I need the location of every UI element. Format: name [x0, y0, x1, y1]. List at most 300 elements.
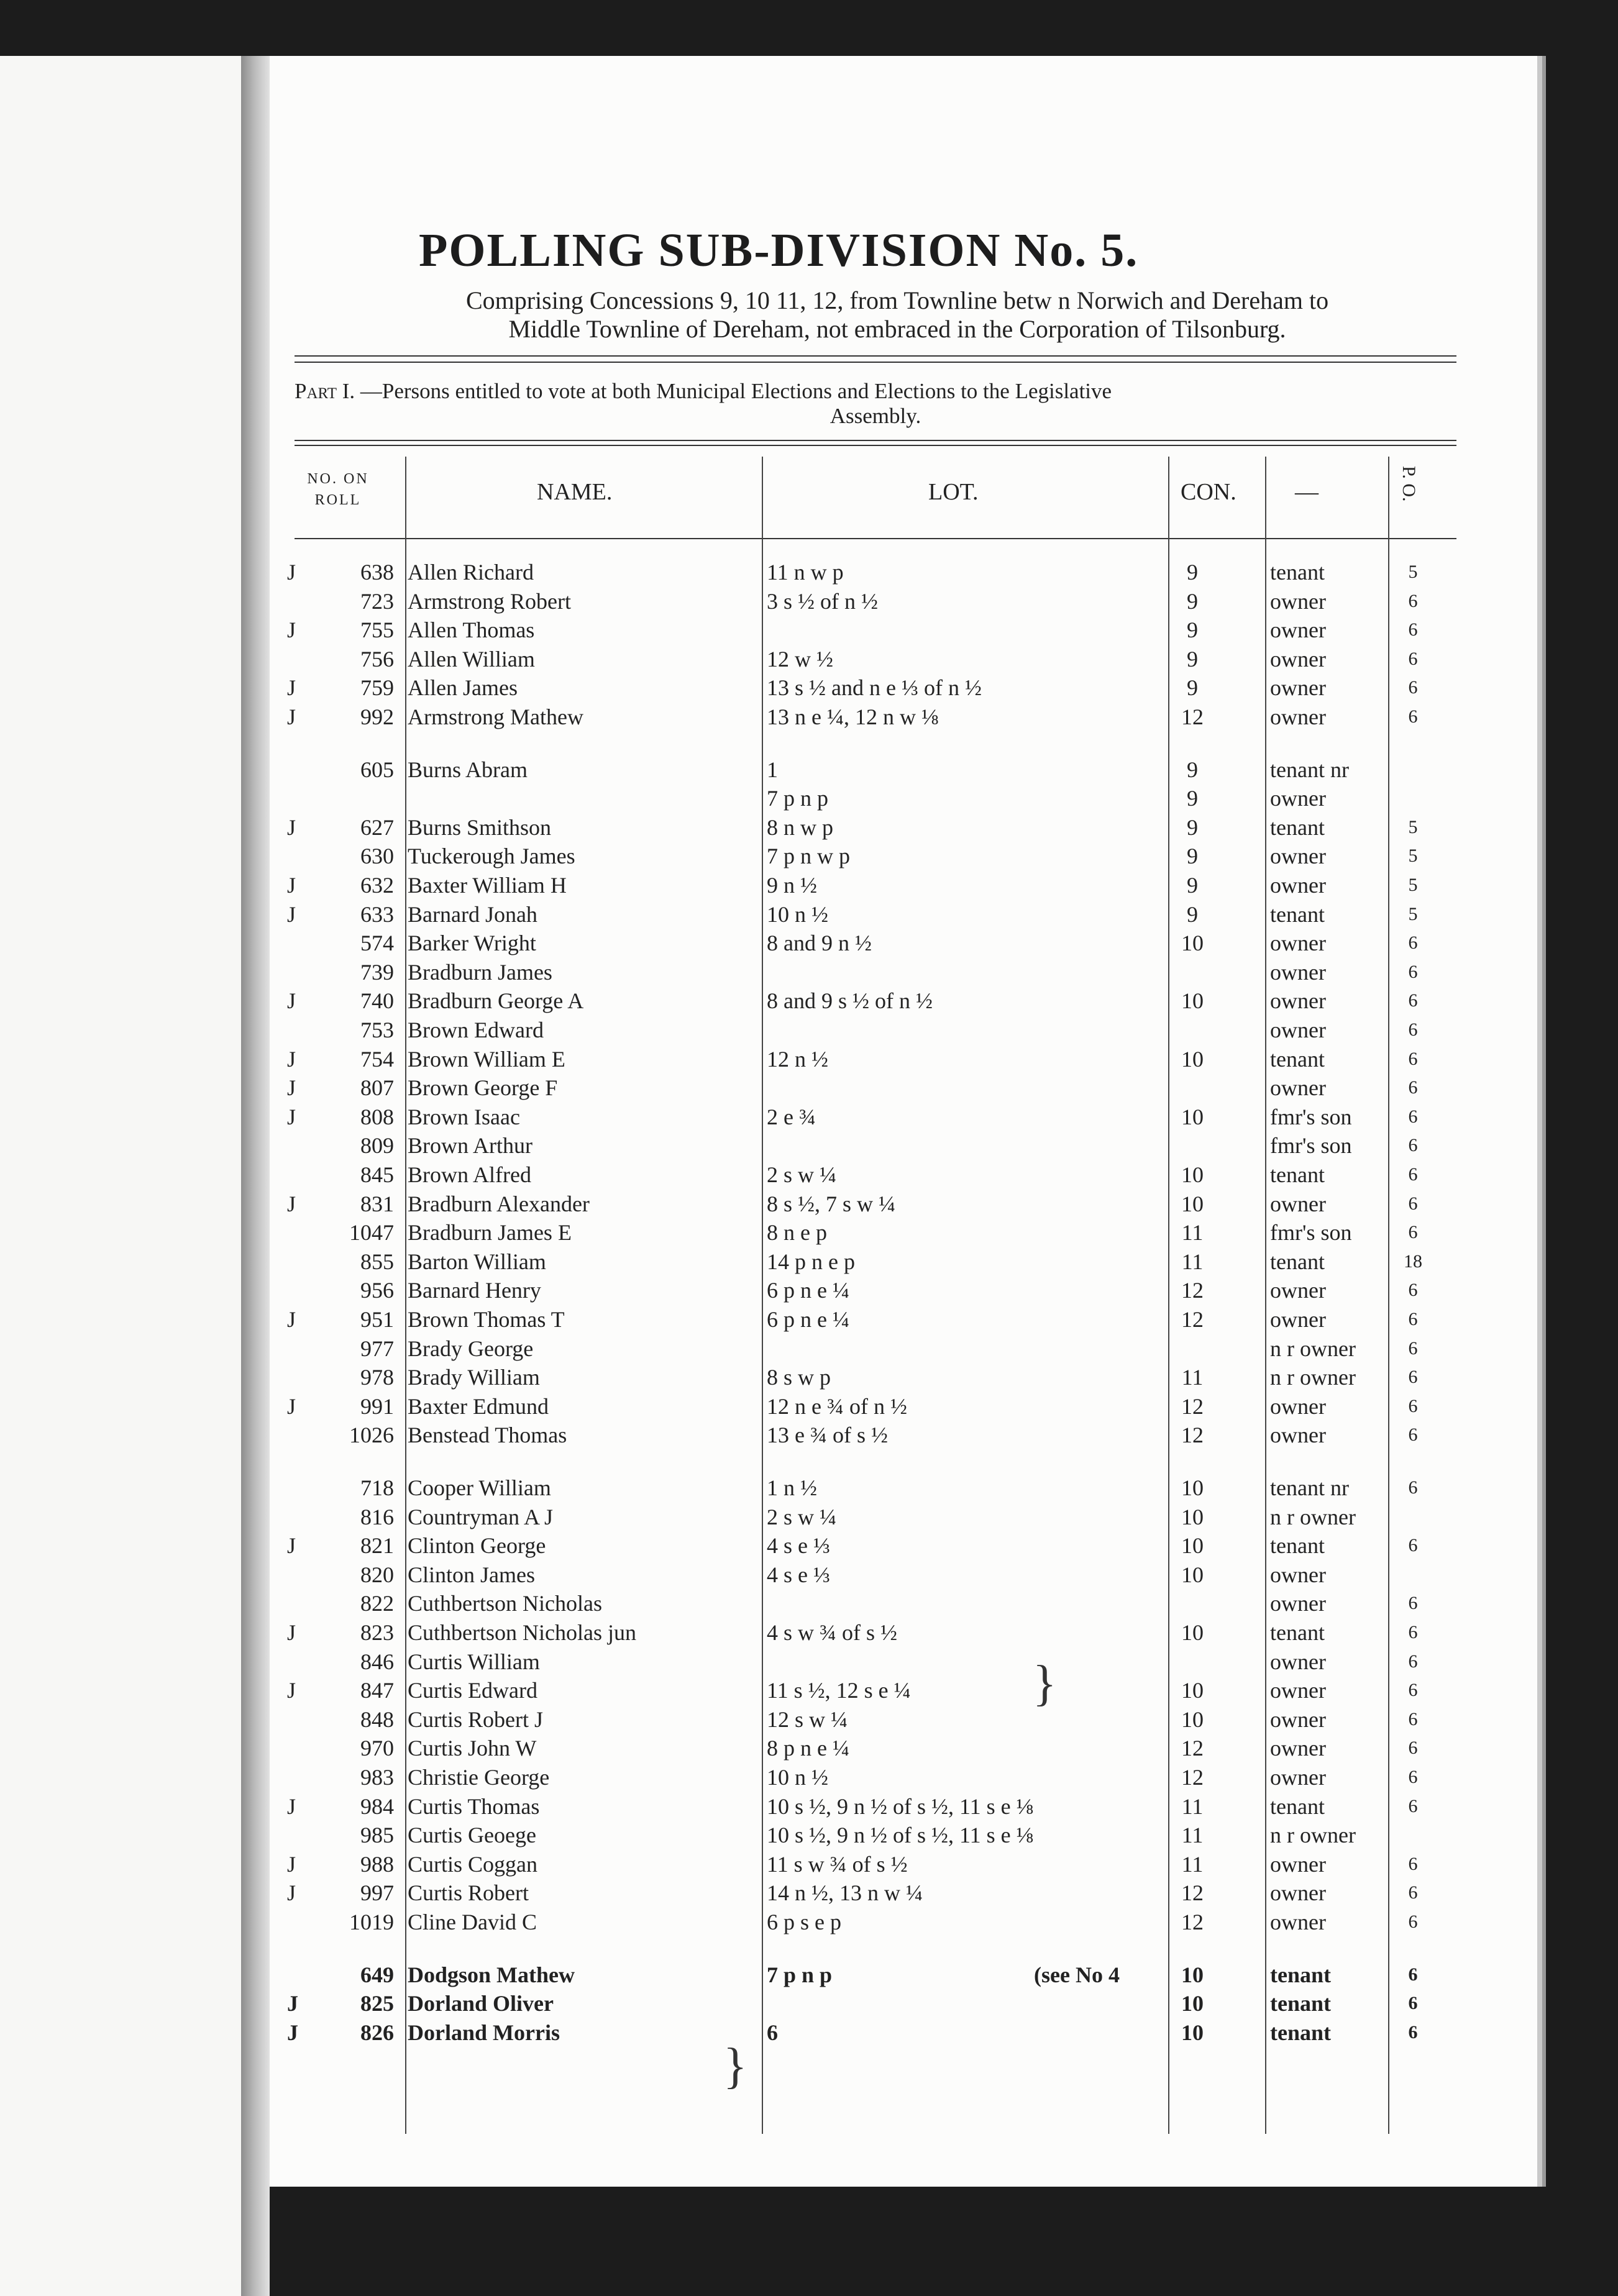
roll-mark: J: [287, 988, 296, 1014]
concession: 11: [1181, 1851, 1204, 1877]
voter-name: Burns Abram: [408, 757, 528, 782]
table-row: [270, 587, 1525, 616]
roll-number: 991: [360, 1393, 394, 1419]
col-header-no-on-roll-1: NO. ON: [307, 471, 369, 487]
voter-name: Dodgson Mathew: [408, 1962, 575, 1987]
tenure-status: owner: [1270, 1278, 1326, 1303]
roll-number: 825: [360, 1991, 394, 2016]
table-row: [270, 1908, 1525, 1936]
roll-mark: J: [287, 1880, 296, 1906]
tenure-status: fmr's son: [1270, 1104, 1352, 1129]
lot-description: 6: [767, 2020, 778, 2045]
post-office: 6: [1408, 1911, 1418, 1932]
tenure-status: n r owner: [1270, 1823, 1356, 1848]
roll-mark: J: [287, 1991, 298, 2016]
tenure-status: fmr's son: [1270, 1133, 1352, 1159]
lot-description: 14 p n e p: [767, 1249, 855, 1274]
lot-description: 6 p s e p: [767, 1910, 841, 1934]
rule-mid: [295, 440, 1456, 441]
lot-description: 12 s w ¼: [767, 1706, 848, 1732]
book-spine: [241, 56, 270, 2296]
post-office: 6: [1408, 1395, 1418, 1416]
left-facing-page: [0, 56, 241, 2296]
lot-description: 8 p n e ¼: [767, 1736, 849, 1761]
post-office: 6: [1408, 648, 1418, 669]
post-office: 6: [1408, 590, 1418, 611]
roll-number: 988: [360, 1851, 394, 1877]
table-row: [270, 755, 1525, 784]
post-office: 6: [1408, 1767, 1418, 1787]
concession: 10: [1181, 1991, 1204, 2016]
lot-description: 8 and 9 s ½ of n ½: [767, 988, 933, 1014]
table-row: [270, 1045, 1525, 1073]
concession: 10: [1181, 931, 1204, 956]
table-row: [270, 645, 1525, 673]
subtitle-line-1: Comprising Concessions 9, 10 11, 12, from Townline betw n Norwich and Dereham to: [465, 286, 1329, 314]
post-office: 6: [1408, 677, 1418, 698]
roll-mark: J: [287, 1046, 296, 1072]
table-row: [270, 900, 1525, 929]
roll-mark: J: [287, 560, 296, 585]
voter-name: Brown Arthur: [408, 1133, 532, 1159]
lot-description: 4 s e ⅓: [767, 1533, 830, 1559]
table-row: [270, 1531, 1525, 1560]
lot-description: 12 w ½: [767, 646, 833, 672]
roll-number: 951: [360, 1307, 394, 1332]
roll-mark: J: [287, 1851, 296, 1877]
concession: 10: [1181, 1706, 1204, 1732]
table-row: [270, 1160, 1525, 1189]
roll-number: 992: [360, 704, 394, 729]
concession: 10: [1181, 1678, 1204, 1703]
voter-name: Allen William: [408, 646, 535, 672]
voter-name: Cuthbertson Nicholas: [408, 1591, 602, 1616]
tenure-status: owner: [1270, 1765, 1326, 1790]
table-row: [270, 1850, 1525, 1879]
roll-number: 633: [360, 901, 394, 927]
concession: 12: [1181, 1910, 1204, 1934]
tenure-status: tenant: [1270, 814, 1325, 840]
tenure-status: owner: [1270, 617, 1326, 643]
lot-description: 13 e ¾ of s ½: [767, 1423, 888, 1448]
post-office: 6: [1408, 1222, 1418, 1243]
table-row: [270, 2018, 1525, 2047]
lot-description: 3 s ½ of n ½: [767, 588, 878, 614]
concession: 11: [1181, 1365, 1204, 1390]
voter-name: Curtis Thomas: [408, 1793, 540, 1819]
post-office: 6: [1408, 2021, 1418, 2043]
post-office: 6: [1408, 961, 1418, 982]
roll-number: 997: [360, 1880, 394, 1906]
post-office: 6: [1408, 1708, 1418, 1729]
table-row: [270, 1961, 1525, 1989]
post-office: 6: [1408, 1077, 1418, 1098]
roll-number: 718: [360, 1475, 394, 1500]
table-row: [270, 1218, 1525, 1247]
roll-number: 739: [360, 959, 394, 985]
lot-description: 8 and 9 n ½: [767, 931, 872, 956]
post-office: 6: [1408, 1477, 1418, 1498]
roll-number: 627: [360, 814, 394, 840]
roll-mark: J: [287, 704, 296, 729]
roll-number: 754: [360, 1046, 394, 1072]
roll-mark: J: [287, 901, 296, 927]
voter-name: Allen Thomas: [408, 617, 535, 643]
lot-description: 8 n e p: [767, 1220, 827, 1246]
post-office: 6: [1408, 1164, 1418, 1185]
voter-name: Allen James: [408, 675, 518, 701]
table-row: [270, 1247, 1525, 1276]
concession: 12: [1181, 1307, 1204, 1332]
roll-number: 823: [360, 1620, 394, 1645]
rule-top: [295, 355, 1456, 357]
roll-number: 847: [360, 1678, 394, 1703]
lot-description: 11 s w ¾ of s ½: [767, 1851, 908, 1877]
tenure-status: owner: [1270, 1706, 1326, 1732]
table-row: [270, 1073, 1525, 1102]
tenure-status: owner: [1270, 1678, 1326, 1703]
post-office: 6: [1408, 1680, 1418, 1701]
tenure-status: tenant: [1270, 1991, 1331, 2016]
tenure-status: owner: [1270, 1393, 1326, 1419]
post-office: 6: [1408, 1795, 1418, 1816]
voter-name: Baxter William H: [408, 873, 567, 898]
col-header-lot: LOT.: [928, 479, 979, 505]
post-office: 6: [1408, 1964, 1418, 1985]
concession: 10: [1181, 1504, 1204, 1529]
voter-name: Barker Wright: [408, 931, 536, 956]
rule-header: [295, 538, 1456, 539]
voter-name: Barnard Henry: [408, 1278, 541, 1303]
roll-number: 605: [360, 757, 394, 782]
roll-number: 723: [360, 588, 394, 614]
concession: 12: [1181, 1393, 1204, 1419]
voter-name: Tuckerough James: [408, 844, 575, 869]
post-office: 6: [1408, 1337, 1418, 1359]
voter-name: Brown Alfred: [408, 1162, 531, 1187]
voter-name: Cline David C: [408, 1910, 537, 1934]
subtitle-line-2: Middle Townline of Dereham, not embraced in the Corporation of Tilsonburg.: [508, 315, 1286, 343]
post-office: 6: [1408, 990, 1418, 1011]
roll-number: 1026: [349, 1423, 394, 1448]
roll-number: 848: [360, 1706, 394, 1732]
voter-name: Allen Richard: [408, 560, 534, 585]
tenure-status: owner: [1270, 588, 1326, 614]
voter-name: Curtis Robert J: [408, 1706, 544, 1732]
roll-mark: J: [287, 1307, 296, 1332]
roll-number: 759: [360, 675, 394, 701]
voter-name: Barton William: [408, 1249, 546, 1274]
post-office: 6: [1408, 1651, 1418, 1672]
concession: 9: [1187, 873, 1198, 898]
lot-description: 2 s w ¼: [767, 1504, 837, 1529]
table-row: [270, 1016, 1525, 1044]
post-office: 6: [1408, 1309, 1418, 1329]
roll-number: 638: [360, 560, 394, 585]
tenure-status: owner: [1270, 1191, 1326, 1216]
table-row: [270, 1276, 1525, 1305]
table-row: [270, 1474, 1525, 1502]
lot-description: 11 n w p: [767, 560, 844, 585]
tenure-status: owner: [1270, 1736, 1326, 1761]
roll-number: 970: [360, 1736, 394, 1761]
roll-number: 808: [360, 1104, 394, 1129]
table-row: [270, 1647, 1525, 1676]
tenure-status: owner: [1270, 646, 1326, 672]
table-row: [270, 871, 1525, 900]
concession: 10: [1181, 1191, 1204, 1216]
table-row: [270, 1190, 1525, 1218]
table-row: [270, 1676, 1525, 1705]
roll-number: 632: [360, 873, 394, 898]
post-office: 6: [1408, 1738, 1418, 1759]
lot-description: 14 n ½, 13 n w ¼: [767, 1880, 923, 1906]
voter-name: Brown Isaac: [408, 1104, 520, 1129]
table-row: [270, 813, 1525, 842]
col-header-con: CON.: [1181, 479, 1236, 505]
tenure-status: owner: [1270, 1591, 1326, 1616]
post-office: 6: [1408, 1135, 1418, 1156]
post-office: 18: [1404, 1250, 1422, 1272]
rule-top-2: [295, 362, 1456, 363]
lot-description: 10 s ½, 9 n ½ of s ½, 11 s e ⅛: [767, 1823, 1033, 1848]
concession: 11: [1181, 1249, 1204, 1274]
roll-number: 755: [360, 617, 394, 643]
tenure-status: tenant: [1270, 1046, 1325, 1072]
roll-mark: J: [287, 1393, 296, 1419]
tenure-status: owner: [1270, 1851, 1326, 1877]
roll-number: 821: [360, 1533, 394, 1559]
col-header-po: P. O.: [1399, 466, 1419, 502]
roll-number: 956: [360, 1278, 394, 1303]
concession: 9: [1187, 901, 1198, 927]
voter-name: Curtis William: [408, 1649, 540, 1674]
table-row: [270, 1305, 1525, 1334]
tenure-status: owner: [1270, 1880, 1326, 1906]
voter-name: Bradburn James: [408, 959, 552, 985]
roll-mark: J: [287, 1075, 296, 1101]
concession: 12: [1181, 704, 1204, 729]
roll-number: 826: [360, 2020, 394, 2045]
concession: 10: [1181, 1533, 1204, 1559]
voter-name: Brown Edward: [408, 1018, 544, 1042]
lot-description: 7 p n p: [767, 786, 828, 811]
table-row: [270, 929, 1525, 957]
table-row: [270, 1705, 1525, 1734]
post-office: 6: [1408, 1048, 1418, 1069]
voter-name: Brown William E: [408, 1046, 565, 1072]
lot-description: 6 p n e ¼: [767, 1278, 849, 1303]
tenure-status: tenant: [1270, 1962, 1331, 1987]
part-text-1: —Persons entitled to vote at both Municipal Elections and Elections to the Legislative: [360, 379, 1112, 403]
lot-description: 8 s ½, 7 s w ¼: [767, 1191, 896, 1216]
lot-description: 7 p n w p: [767, 844, 850, 869]
document-page: [270, 56, 1537, 2187]
tenure-status: n r owner: [1270, 1336, 1356, 1361]
table-row: [270, 1792, 1525, 1821]
col-header-name: NAME.: [537, 479, 613, 505]
voter-name: Brown Thomas T: [408, 1307, 565, 1332]
voter-name: Curtis Geoege: [408, 1823, 536, 1848]
concession: 11: [1181, 1220, 1204, 1246]
concession: 9: [1187, 814, 1198, 840]
tenure-status: tenant nr: [1270, 1475, 1349, 1500]
table-row: [270, 784, 1525, 813]
voter-name: Bradburn George A: [408, 988, 584, 1014]
lot-description: 1: [767, 757, 778, 782]
voter-name: Brady William: [408, 1365, 540, 1390]
roll-number: 822: [360, 1591, 394, 1616]
concession: 9: [1187, 844, 1198, 869]
page-title: POLLING SUB-DIVISION No. 5.: [419, 224, 1139, 276]
post-office: 6: [1408, 706, 1418, 727]
table-row: [270, 1989, 1525, 2018]
tenure-status: fmr's son: [1270, 1220, 1352, 1246]
roll-number: 983: [360, 1765, 394, 1790]
table-row: [270, 1103, 1525, 1131]
table-row: [270, 1879, 1525, 1907]
lot-description: 12 n e ¾ of n ½: [767, 1393, 907, 1419]
table-row: [270, 1363, 1525, 1392]
roll-number: 753: [360, 1018, 394, 1042]
post-office: 6: [1408, 1993, 1418, 2014]
concession: 9: [1187, 617, 1198, 643]
tenure-status: tenant: [1270, 901, 1325, 927]
voter-name: Cooper William: [408, 1475, 551, 1500]
table-row: [270, 1392, 1525, 1421]
part-label: Part I.: [295, 379, 355, 403]
lot-description: 9 n ½: [767, 873, 817, 898]
post-office: 6: [1408, 1593, 1418, 1614]
roll-number: 977: [360, 1336, 394, 1361]
concession: 12: [1181, 1880, 1204, 1906]
lot-description: 12 n ½: [767, 1046, 828, 1072]
lot-description: 2 s w ¼: [767, 1162, 837, 1187]
table-row: [270, 1821, 1525, 1849]
table-row: [270, 558, 1525, 586]
lot-description: 13 n e ¼, 12 n w ⅛: [767, 704, 938, 729]
tenure-status: owner: [1270, 931, 1326, 956]
voter-name: Curtis Coggan: [408, 1851, 538, 1877]
lot-description: 1 n ½: [767, 1475, 817, 1500]
roll-number: 630: [360, 844, 394, 869]
voter-name: Armstrong Mathew: [408, 704, 583, 729]
roll-mark: J: [287, 1104, 296, 1129]
roll-mark: J: [287, 1533, 296, 1559]
tenure-status: tenant: [1270, 560, 1325, 585]
roll-mark: J: [287, 1678, 296, 1703]
post-office: 6: [1408, 1280, 1418, 1301]
voter-name: Baxter Edmund: [408, 1393, 549, 1419]
lot-description: 7 p n p: [767, 1962, 833, 1987]
voter-name: Brown George F: [408, 1075, 558, 1101]
tenure-status: owner: [1270, 1649, 1326, 1674]
tenure-status: owner: [1270, 1307, 1326, 1332]
roll-mark: J: [287, 1620, 296, 1645]
roll-number: 978: [360, 1365, 394, 1390]
tenure-status: tenant: [1270, 1249, 1325, 1274]
post-office: 6: [1408, 1882, 1418, 1903]
part-heading: [295, 379, 1456, 429]
concession: 11: [1181, 1793, 1204, 1819]
post-office: 5: [1408, 903, 1418, 924]
voter-name: Bradburn Alexander: [408, 1191, 590, 1216]
lot-description: 8 n w p: [767, 814, 833, 840]
concession: 10: [1181, 1562, 1204, 1587]
voter-name: Armstrong Robert: [408, 588, 571, 614]
table-row: [270, 958, 1525, 986]
tenure-status: owner: [1270, 1075, 1326, 1101]
roll-number: 807: [360, 1075, 394, 1101]
roll-mark: J: [287, 873, 296, 898]
lot-description: 8 s w p: [767, 1365, 831, 1390]
roll-number: 809: [360, 1133, 394, 1159]
tenure-status: owner: [1270, 1910, 1326, 1934]
brace-mark: }: [1033, 1656, 1057, 1711]
roll-number: 649: [360, 1962, 394, 1987]
tenure-status: owner: [1270, 844, 1326, 869]
concession: 9: [1187, 786, 1198, 811]
post-office: 5: [1408, 875, 1418, 895]
table-row: [270, 842, 1525, 870]
lot-description: 4 s w ¾ of s ½: [767, 1620, 898, 1645]
tenure-status: tenant: [1270, 1620, 1325, 1645]
col-header-no-on-roll: [288, 468, 388, 511]
table-row: [270, 1421, 1525, 1449]
roll-number: 855: [360, 1249, 394, 1274]
voter-name: Countryman A J: [408, 1504, 554, 1529]
lot-description: 6 p n e ¼: [767, 1307, 849, 1332]
tenure-status: owner: [1270, 675, 1326, 701]
voter-name: Curtis Edward: [408, 1678, 537, 1703]
concession: 12: [1181, 1736, 1204, 1761]
tenure-status: owner: [1270, 1562, 1326, 1587]
roll-mark: J: [287, 814, 296, 840]
voter-name: Curtis Robert: [408, 1880, 529, 1906]
post-office: 5: [1408, 845, 1418, 867]
table-row: [270, 673, 1525, 702]
voter-name: Bradburn James E: [408, 1220, 572, 1246]
concession: 10: [1181, 988, 1204, 1014]
brace-mark: }: [723, 2039, 747, 2093]
post-office: 6: [1408, 1853, 1418, 1874]
table-row: [270, 1560, 1525, 1589]
lot-description: 2 e ¾: [767, 1104, 816, 1129]
row-note: (see No 4: [1034, 1962, 1120, 1987]
concession: 12: [1181, 1278, 1204, 1303]
post-office: 6: [1408, 1535, 1418, 1556]
concession: 10: [1181, 1162, 1204, 1187]
roll-number: 984: [360, 1793, 394, 1819]
voter-name: Barnard Jonah: [408, 901, 537, 927]
voter-name: Brady George: [408, 1336, 534, 1361]
lot-description: 10 n ½: [767, 1765, 828, 1790]
roll-number: 1019: [349, 1910, 394, 1934]
post-office: 6: [1408, 932, 1418, 954]
roll-number: 574: [360, 931, 394, 956]
voter-name: Dorland Oliver: [408, 1991, 554, 2016]
voter-name: Dorland Morris: [408, 2020, 560, 2045]
concession: 10: [1181, 1962, 1204, 1987]
post-office: 6: [1408, 1193, 1418, 1214]
rule-mid-2: [295, 445, 1456, 446]
concession: 10: [1181, 1475, 1204, 1500]
concession: 12: [1181, 1765, 1204, 1790]
voter-name: Cuthbertson Nicholas jun: [408, 1620, 636, 1645]
tenure-status: owner: [1270, 786, 1326, 811]
tenure-status: n r owner: [1270, 1365, 1356, 1390]
table-row: [270, 1503, 1525, 1531]
